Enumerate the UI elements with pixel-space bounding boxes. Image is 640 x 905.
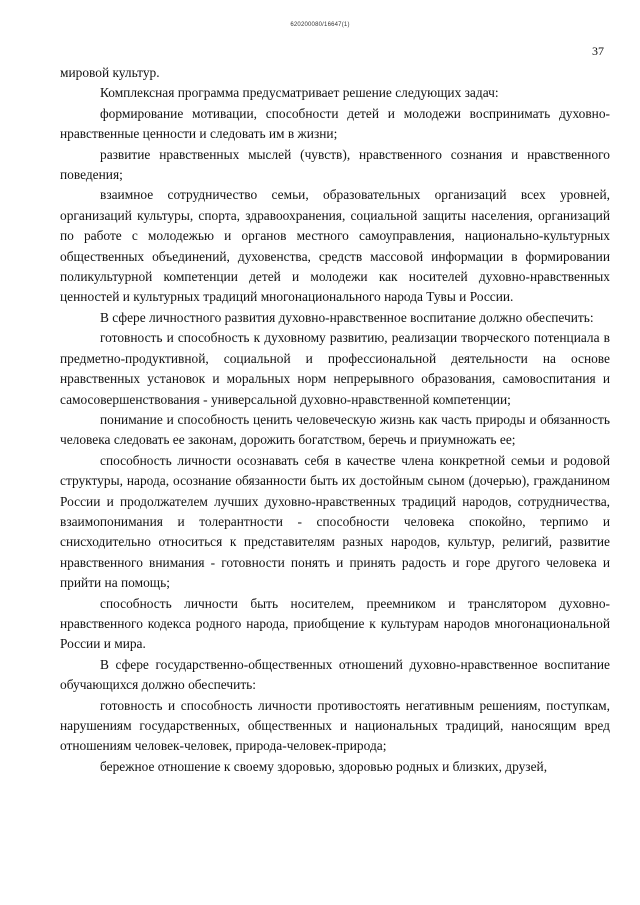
paragraph: Комплексная программа предусматривает решение следующих задач: [100,85,499,101]
paragraph: развитие нравственных мыслей (чувств), нравственного сознания и нравственного поведения; [60,146,610,183]
paragraph: способность личности осознавать себя в качестве члена конкретной семьи и родовой структуры, народа, осознание обязанности быть их достойным сыном (дочерью), гражданином России и продолжателем лучших духовно-нравственных традиций народов, сотрудничества, взаимопонимания и толерантности - способности человека спокойно, терпимо и снисходительно относиться к представителям разных народов, культур, религий, развитие нравственного внимания - готовности понять и принять радость и горе другого человека и прийти на помощь; [60,452,610,591]
paragraph: мировой культур. [60,65,160,80]
paragraph: бережное отношение к своему здоровью, здоровью родных и близких, друзей, [100,758,548,774]
paragraph: формирование мотивации, способности детей и молодежи воспринимать духовно-нравственные ценности и следовать им в жизни; [60,105,610,142]
page-number: 37 [592,44,604,58]
paragraph: В сфере личностного развития духовно-нравственное воспитание должно обеспечить: [100,309,594,325]
paragraph: понимание и способность ценить человеческую жизнь как часть природы и обязанность человека следовать ее законам, дорожить богатством, беречь и приумножать ее; [60,411,610,448]
paragraph: В сфере государственно-общественных отношений духовно-нравственное воспитание обучающихся должно обеспечить: [60,656,610,693]
document-id: 620200080/16647(1) [290,22,350,28]
paragraph: взаимное сотрудничество семьи, образовательных организаций всех уровней, организаций культуры, спорта, здравоохранения, социальной защиты населения, организаций по работе с молодежью и органов местного самоуправления, национально-культурных общественных объединений, духовенства, средств массовой информации в формировании поликультурной компетенции детей и молодежи как носителей духовно-нравственных ценностей и культурных традиций многонационального народа Тувы и России. [60,187,610,305]
paragraph: способность личности быть носителем, преемником и транслятором духовно-нравственного кодекса родного народа, приобщение к культурам народов многонациональной России и мира. [60,595,610,652]
document-body [60,63,610,777]
paragraph: готовность и способность к духовному развитию, реализации творческого потенциала в предметно-продуктивной, социальной и профессиональной деятельности на основе нравственных установок и моральных норм непрерывного образования, самовоспитания и самосовершенствования - универсальной духовно-нравственной компетенции; [60,330,610,407]
paragraph: готовность и способность личности противостоять негативным решениям, поступкам, нарушениям государственных, общественных и национальных традиций, наносящим вред отношениям человек-человек, природа-человек-природа; [60,697,610,754]
